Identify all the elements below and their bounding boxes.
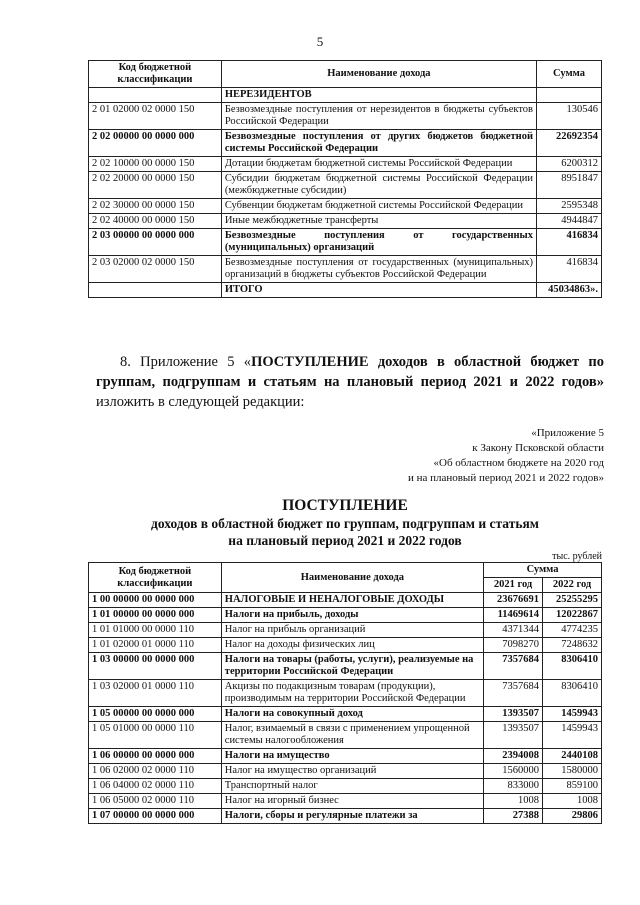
name-cell: Налог на имущество организаций	[221, 764, 483, 779]
income-table-2021-2022	[88, 562, 602, 824]
table-row	[89, 749, 602, 764]
sum-cell	[537, 88, 602, 103]
code-cell: 2 02 10000 00 0000 150	[89, 157, 222, 172]
sum-cell: 416834	[537, 229, 602, 256]
code-cell: 2 02 00000 00 0000 000	[89, 130, 222, 157]
name-cell: Налог на прибыль организаций	[221, 623, 483, 638]
code-cell: 2 02 40000 00 0000 150	[89, 214, 222, 229]
amendment-paragraph	[96, 352, 604, 412]
value-2021-cell: 27388	[484, 809, 543, 824]
value-2021-cell: 7357684	[484, 680, 543, 707]
name-cell: ИТОГО	[221, 283, 536, 298]
table-row	[89, 214, 602, 229]
code-cell: 1 05 00000 00 0000 000	[89, 707, 222, 722]
value-2021-cell: 2394008	[484, 749, 543, 764]
header-code: Код бюджетной классификации	[89, 563, 222, 593]
sum-cell: 416834	[537, 256, 602, 283]
sum-cell: 45034863».	[537, 283, 602, 298]
table-row	[89, 283, 602, 298]
code-cell: 2 02 30000 00 0000 150	[89, 199, 222, 214]
code-cell: 2 01 02000 02 0000 150	[89, 103, 222, 130]
code-cell: 1 07 00000 00 0000 000	[89, 809, 222, 824]
annex-line: «Приложение 5	[531, 427, 604, 439]
name-cell: Безвозмездные поступления от других бюджетов бюджетной системы Российской Федерации	[221, 130, 536, 157]
header-name: Наименование дохода	[221, 61, 536, 88]
table-row	[89, 722, 602, 749]
header-sum: Сумма	[537, 61, 602, 88]
value-2022-cell: 12022867	[543, 608, 602, 623]
name-cell: Налог на доходы физических лиц	[221, 638, 483, 653]
name-cell: НЕРЕЗИДЕНТОВ	[221, 88, 536, 103]
value-2021-cell: 1560000	[484, 764, 543, 779]
value-2022-cell: 859100	[543, 779, 602, 794]
paragraph-prefix: 8. Приложение 5 «	[120, 354, 252, 370]
value-2021-cell: 4371344	[484, 623, 543, 638]
code-cell	[89, 88, 222, 103]
table-row	[89, 593, 602, 608]
annex-reference	[408, 426, 604, 486]
sum-cell: 22692354	[537, 130, 602, 157]
header-code: Код бюджетной классификации	[89, 61, 222, 88]
name-cell: Налог на игорный бизнес	[221, 794, 483, 809]
code-cell: 1 06 00000 00 0000 000	[89, 749, 222, 764]
name-cell: Безвозмездные поступления от государственных (муниципальных) организаций	[221, 229, 536, 256]
table-row	[89, 638, 602, 653]
table-row	[89, 130, 602, 157]
table-row	[89, 256, 602, 283]
code-cell: 1 01 01000 00 0000 110	[89, 623, 222, 638]
table-row	[89, 623, 602, 638]
name-cell: Субсидии бюджетам бюджетной системы Российской Федерации (межбюджетные субсидии)	[221, 172, 536, 199]
header-sum: Сумма	[484, 563, 602, 578]
table-row	[89, 779, 602, 794]
heading-subtitle: доходов в областной бюджет по группам, подгруппам и статьям	[151, 516, 539, 531]
name-cell: Безвозмездные поступления от нерезидентов в бюджеты субъектов Российской Федерации	[221, 103, 536, 130]
code-cell: 2 03 02000 02 0000 150	[89, 256, 222, 283]
table-row	[89, 653, 602, 680]
code-cell	[89, 283, 222, 298]
header-year-2022: 2022 год	[543, 578, 602, 593]
name-cell: Налоги на прибыль, доходы	[221, 608, 483, 623]
table-row	[89, 809, 602, 824]
table1-body	[89, 88, 602, 298]
table-row	[89, 229, 602, 256]
name-cell: Иные межбюджетные трансферты	[221, 214, 536, 229]
value-2022-cell: 4774235	[543, 623, 602, 638]
table-row	[89, 157, 602, 172]
name-cell: Акцизы по подакцизным товарам (продукции), производимым на территории Российской Федерации	[221, 680, 483, 707]
value-2021-cell: 11469614	[484, 608, 543, 623]
name-cell: НАЛОГОВЫЕ И НЕНАЛОГОВЫЕ ДОХОДЫ	[221, 593, 483, 608]
code-cell: 2 03 00000 00 0000 000	[89, 229, 222, 256]
sum-cell: 2595348	[537, 199, 602, 214]
value-2021-cell: 7357684	[484, 653, 543, 680]
name-cell: Налоги на товары (работы, услуги), реализуемые на территории Российской Федерации	[221, 653, 483, 680]
value-2021-cell: 1008	[484, 794, 543, 809]
name-cell: Субвенции бюджетам бюджетной системы Российской Федерации	[221, 199, 536, 214]
name-cell: Налог, взимаемый в связи с применением упрощенной системы налогообложения	[221, 722, 483, 749]
table2-body	[89, 593, 602, 824]
name-cell: Дотации бюджетам бюджетной системы Российской Федерации	[221, 157, 536, 172]
value-2021-cell: 7098270	[484, 638, 543, 653]
code-cell: 1 01 02000 01 0000 110	[89, 638, 222, 653]
table-row	[89, 199, 602, 214]
value-2021-cell: 23676691	[484, 593, 543, 608]
code-cell: 1 03 02000 01 0000 110	[89, 680, 222, 707]
annex-line: и на плановый период 2021 и 2022 годов»	[407, 472, 604, 484]
value-2022-cell: 1459943	[543, 722, 602, 749]
header-year-2021: 2021 год	[484, 578, 543, 593]
table-row	[89, 103, 602, 130]
name-cell: Налоги, сборы и регулярные платежи за	[221, 809, 483, 824]
document-heading	[88, 496, 602, 549]
code-cell: 1 05 01000 00 0000 110	[89, 722, 222, 749]
code-cell: 2 02 20000 00 0000 150	[89, 172, 222, 199]
page-number: 5	[316, 34, 324, 49]
annex-line: «Об областном бюджете на 2020 год	[433, 457, 604, 469]
code-cell: 1 00 00000 00 0000 000	[89, 593, 222, 608]
value-2022-cell: 1580000	[543, 764, 602, 779]
sum-cell: 130546	[537, 103, 602, 130]
table-row	[89, 794, 602, 809]
sum-cell: 4944847	[537, 214, 602, 229]
table-row	[89, 172, 602, 199]
value-2022-cell: 1459943	[543, 707, 602, 722]
sum-cell: 8951847	[537, 172, 602, 199]
heading-title: ПОСТУПЛЕНИЕ	[282, 497, 408, 514]
value-2022-cell: 25255295	[543, 593, 602, 608]
name-cell: Налоги на совокупный доход	[221, 707, 483, 722]
name-cell: Безвозмездные поступления от государственных (муниципальных) организаций в бюджеты субъектов Российской Федерации	[221, 256, 536, 283]
units-label: тыс. рублей	[552, 551, 602, 562]
table-row	[89, 680, 602, 707]
value-2022-cell: 8306410	[543, 680, 602, 707]
name-cell: Транспортный налог	[221, 779, 483, 794]
value-2022-cell: 8306410	[543, 653, 602, 680]
value-2022-cell: 7248632	[543, 638, 602, 653]
code-cell: 1 01 00000 00 0000 000	[89, 608, 222, 623]
value-2021-cell: 1393507	[484, 722, 543, 749]
header-name: Наименование дохода	[221, 563, 483, 593]
paragraph-bold: ПОСТУПЛЕНИЕ доходов в областной бюджет по группам, подгруппам и статьям на плановый период 2021 и 2022 годов»	[96, 354, 604, 390]
heading-subtitle: на плановый период 2021 и 2022 годов	[228, 533, 462, 548]
table-row	[89, 608, 602, 623]
table-row	[89, 707, 602, 722]
table-row	[89, 88, 602, 103]
value-2022-cell: 1008	[543, 794, 602, 809]
table-row	[89, 764, 602, 779]
code-cell: 1 06 05000 02 0000 110	[89, 794, 222, 809]
income-table-continued	[88, 60, 602, 298]
code-cell: 1 03 00000 00 0000 000	[89, 653, 222, 680]
sum-cell: 6200312	[537, 157, 602, 172]
value-2021-cell: 1393507	[484, 707, 543, 722]
paragraph-suffix: изложить в следующей редакции:	[96, 394, 305, 410]
value-2021-cell: 833000	[484, 779, 543, 794]
name-cell: Налоги на имущество	[221, 749, 483, 764]
value-2022-cell: 2440108	[543, 749, 602, 764]
value-2022-cell: 29806	[543, 809, 602, 824]
code-cell: 1 06 04000 02 0000 110	[89, 779, 222, 794]
annex-line: к Закону Псковской области	[472, 442, 604, 454]
code-cell: 1 06 02000 02 0000 110	[89, 764, 222, 779]
